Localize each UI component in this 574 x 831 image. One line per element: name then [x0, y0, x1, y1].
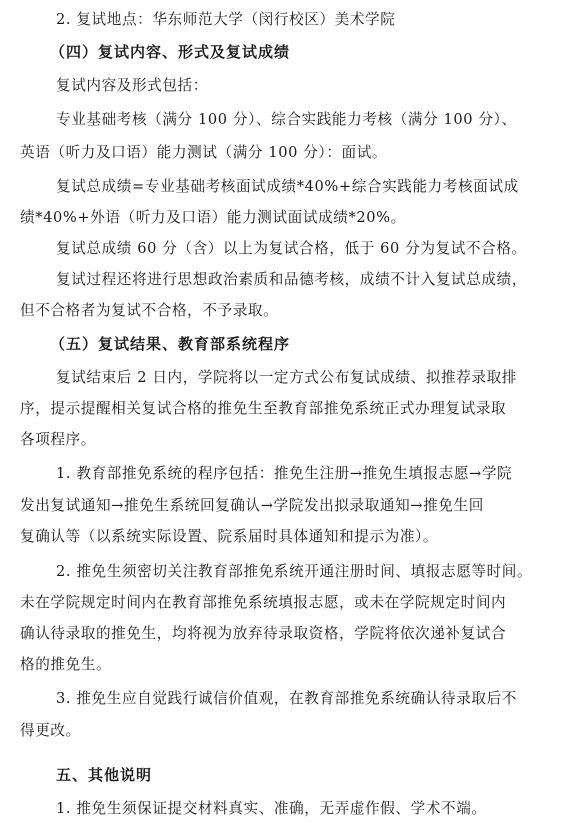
paragraph-line: 但不合格者为复试不合格，不予录取。 [20, 302, 279, 319]
paragraph-line: 3. 推免生应自觉践行诚信价值观，在教育部推免系统确认待录取后不 [56, 690, 517, 707]
paragraph-line: 复试内容及形式包括： [56, 77, 208, 94]
paragraph-line: 1. 推免生须保证提交材料真实、准确，无弄虚作假、学术不端。 [56, 800, 487, 817]
section-heading-other: 五、其他说明 [56, 766, 153, 784]
paragraph-line: 复试结束后 2 日内，学院将以一定方式公布复试成绩、拟推荐录取排 [56, 369, 517, 386]
retest-location-line: 2. 复试地点：华东师范大学（闵行校区）美术学院 [56, 11, 396, 28]
paragraph-line: 发出复试通知→推免生系统回复确认→学院发出拟录取通知→推免生回 [20, 497, 484, 514]
paragraph-line: 英语（听力及口语）能力测试（满分 100 分）：面试。 [20, 144, 388, 161]
paragraph-line: 序，提示提醒相关复试合格的推免生至教育部推免系统正式办理复试录取 [20, 400, 507, 417]
paragraph-line: 格的推免生。 [20, 656, 112, 673]
paragraph-line: 1. 教育部推免系统的程序包括：推免生注册→推免生填报志愿→学院 [56, 465, 513, 482]
paragraph-line: 复试总成绩=专业基础考核面试成绩*40%+综合实践能力考核面试成 [56, 178, 519, 195]
paragraph-line: 复确认等（以系统实际设置、院系届时具体通知和提示为准）。 [20, 528, 439, 545]
paragraph-line: 绩*40%+外语（听力及口语）能力测试面试成绩*20%。 [20, 209, 406, 226]
section-heading-4: （四）复试内容、形式及复试成绩 [50, 43, 291, 61]
paragraph-line: 各项程序。 [20, 431, 96, 448]
paragraph-line: 复试总成绩 60 分（含）以上为复试合格，低于 60 分为复试不合格。 [56, 240, 527, 257]
paragraph-line: 确认待录取的推免生，均将视为放弃待录取资格，学院将依次递补复试合 [20, 625, 507, 642]
paragraph-line: 得更改。 [20, 722, 81, 739]
section-heading-5: （五）复试结果、教育部系统程序 [50, 335, 291, 353]
paragraph-line: 未在学院规定时间内在教育部推免系统填报志愿，或未在学院规定时间内 [20, 594, 507, 611]
paragraph-line: 专业基础考核（满分 100 分）、综合实践能力考核（满分 100 分）、 [56, 111, 517, 128]
paragraph-line: 2. 推免生须密切关注教育部推免系统开通注册时间、填报志愿等时间。 [56, 563, 533, 580]
paragraph-line: 复试过程还将进行思想政治素质和品德考核，成绩不计入复试总成绩， [56, 271, 528, 288]
